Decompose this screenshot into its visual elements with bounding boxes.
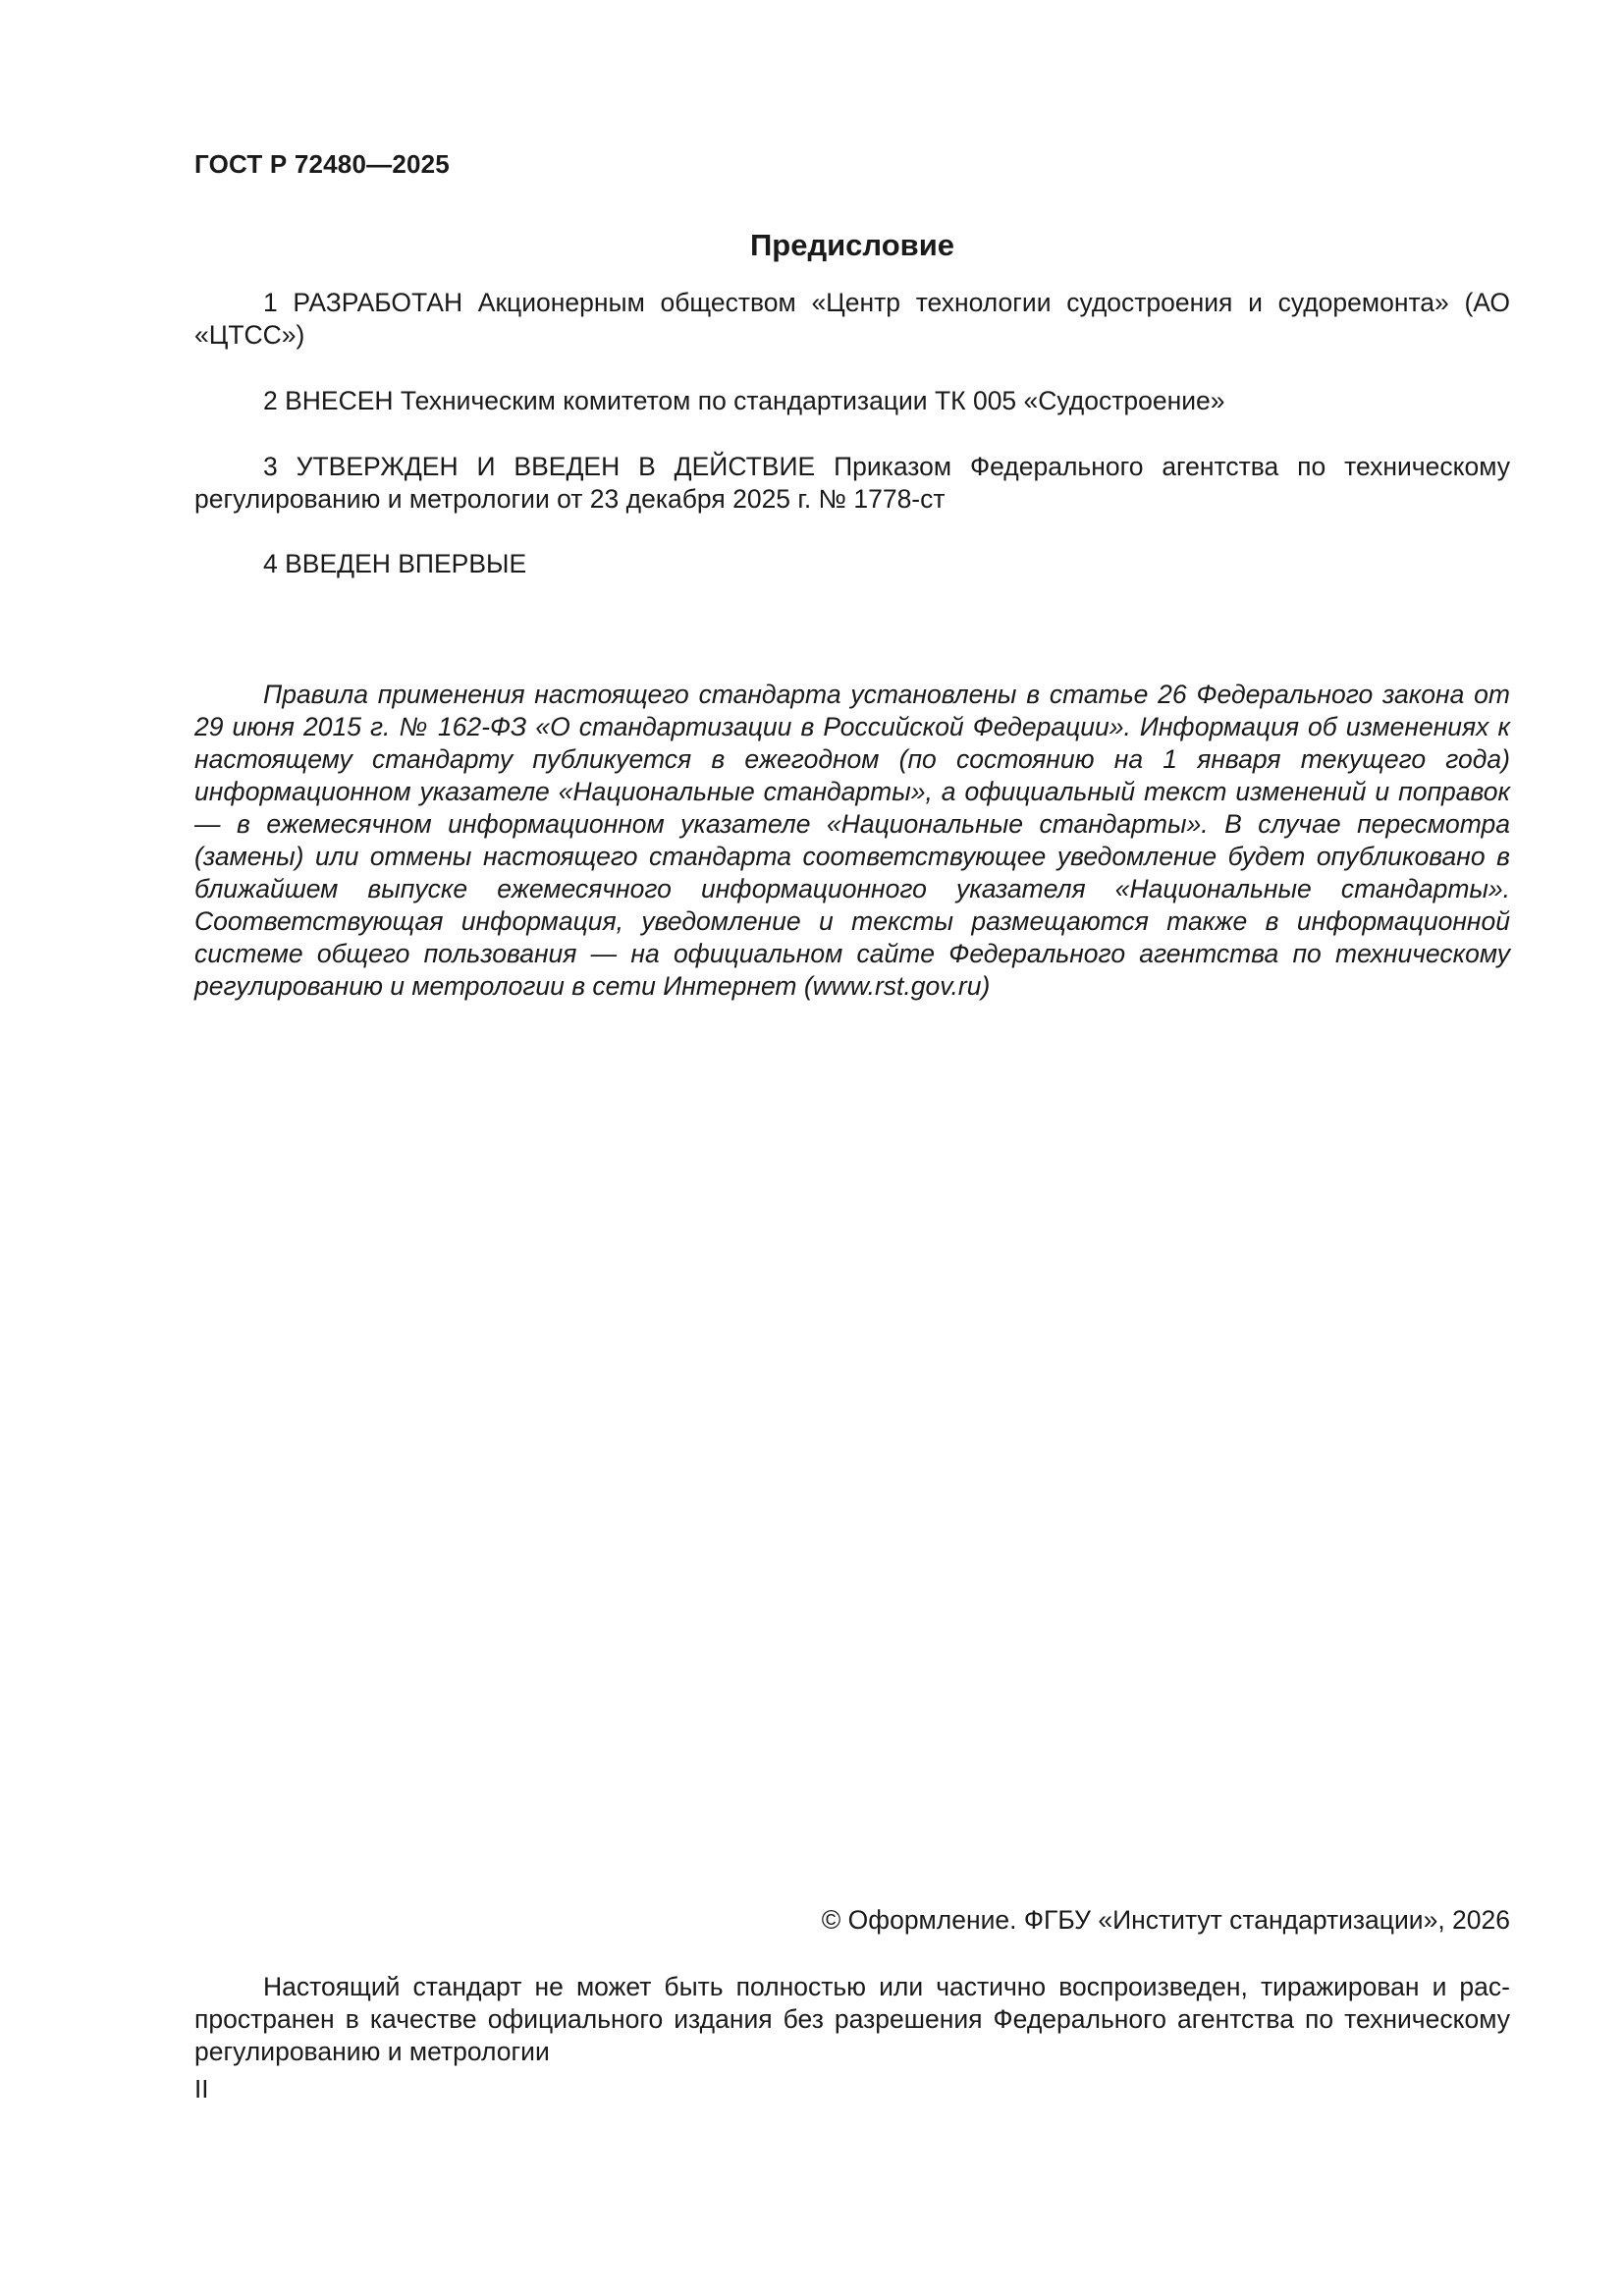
standard-id: ГОСТ Р 72480—2025 bbox=[194, 149, 450, 179]
page-title: Предисловие bbox=[749, 228, 954, 262]
foreword-item-introduced: 4 ВВЕДЕН ВПЕРВЫЕ bbox=[263, 549, 527, 578]
reproduction-rights-notice: Настоящий стандарт не может быть полностью или частично воспроизведен, тиражирован и распространен в качестве официального издания без разрешения Федерального агентства по техническому регулированию и метрологии bbox=[194, 1972, 1510, 2066]
foreword-item-approved: 3 УТВЕРЖДЕН И ВВЕДЕН В ДЕЙСТВИЕ Приказом Федерального агентства по техническому регулированию и метрологии от 23 декабря 2025 г. № 1778-ст bbox=[194, 452, 1510, 514]
foreword-item-submitted: 2 ВНЕСЕН Техническим комитетом по стандартизации ТК 005 «Судостроение» bbox=[263, 386, 1225, 415]
page-number: II bbox=[194, 2074, 209, 2104]
application-rules-notice: Правила применения настоящего стандарта установлены в статье 26 Федерального закона от 29 июня 2015 г. № 162-ФЗ «О стандартизации в Российской Федерации». Информация об изменениях к настоящему стандарту публикуется в ежегодном (по состоянию на 1 января текущего года) информационном указателе «Национальные стандарты», а официальный текст изменений и поправок — в ежемесячном информационном указателе «Национальные стандарты». В случае пересмотра (замены) или отмены настоящего стандарта соответствующее уведомление будет опубликовано в ближайшем выпуске ежемесячного информационного указателя «Национальные стандарты». Соответствующая информация, уведомление и тексты размещаются также в информационной системе общего пользования — на официальном сайте Федерального агентства по техническому регулированию и метрологии в сети Интернет (www.rst.gov.ru) bbox=[194, 680, 1510, 1001]
copyright-line: © Оформление. ФГБУ «Институт стандартизации», 2026 bbox=[821, 1905, 1510, 1935]
foreword-item-developed: 1 РАЗРАБОТАН Акционерным обществом «Центр технологии судостроения и судоремонта» (АО «ЦТСС») bbox=[194, 288, 1510, 350]
